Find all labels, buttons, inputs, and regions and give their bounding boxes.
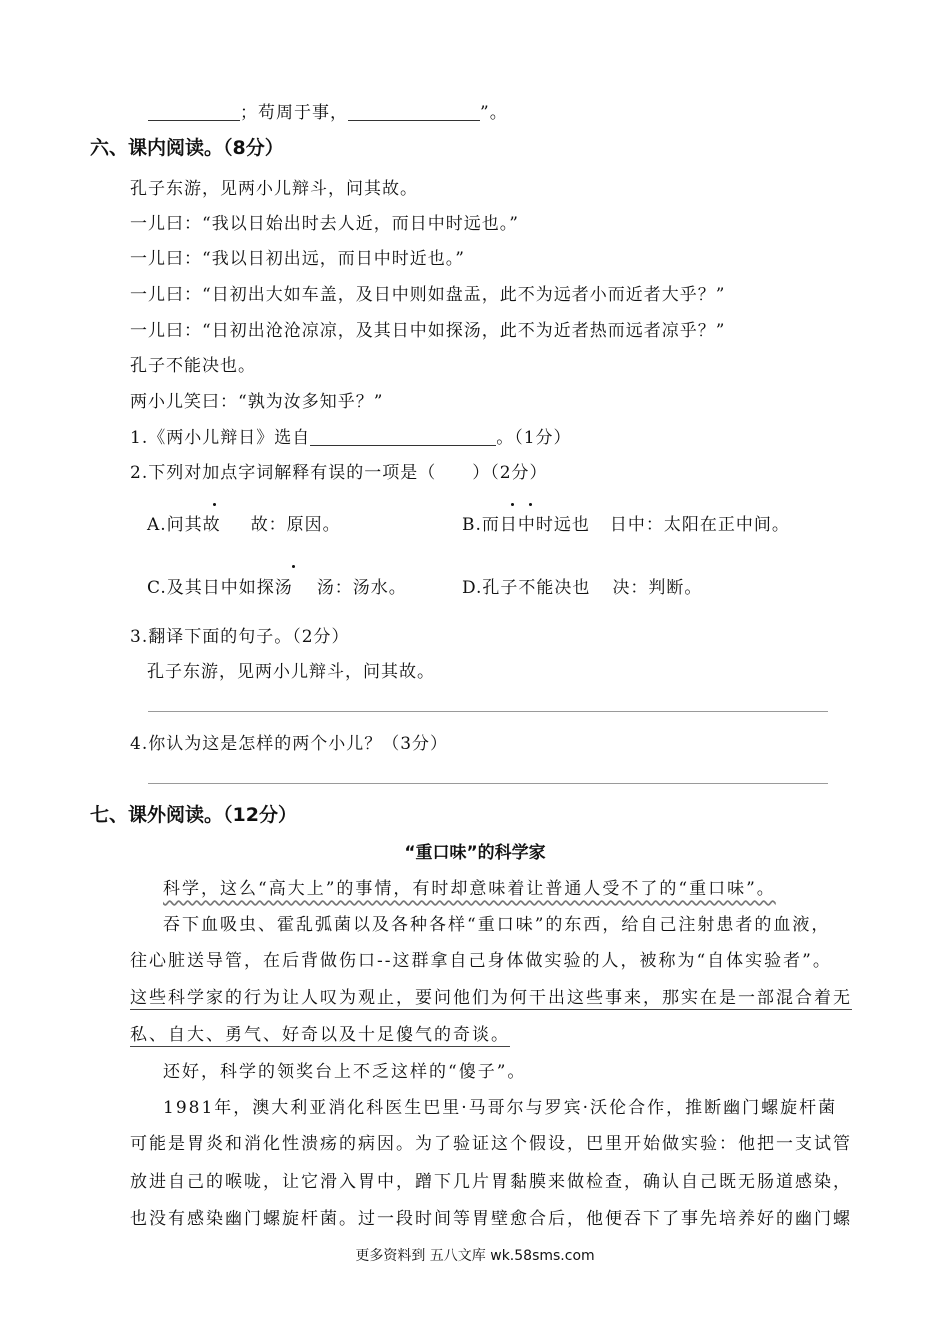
- question-2: 2.下列对加点字词解释有误的一项是（ ）（2分）: [130, 463, 548, 483]
- article-line: 放进自己的喉咙，让它滑入胃中，蹭下几片胃黏膜来做检查，确认自己既无肠道感染，: [130, 1172, 852, 1192]
- footer-link[interactable]: 更多资料到 五八文库 wk.58sms.com: [355, 1248, 595, 1264]
- fill-blank[interactable]: [148, 102, 240, 121]
- article-line: [130, 983, 852, 1008]
- article-line: 往心脏送导管，在后背做伤口--这群拿自己身体做实验的人，被称为“自体实验者”。: [130, 951, 832, 971]
- answer-line[interactable]: [148, 711, 828, 712]
- passage-line: 一儿曰：“日初出沧沧凉凉，及其日中如探汤，此不为近者热而远者凉乎？”: [130, 321, 726, 341]
- passage-line: 孔子东游，见两小儿辩斗，问其故。: [130, 179, 418, 199]
- question-1: 1.《两小儿辩日》选自 。（1分）: [130, 428, 572, 448]
- underlined-sentence: 私、自大、勇气、好奇以及十足傻气的奇谈。: [130, 1025, 510, 1045]
- passage-line: 一儿曰：“我以日初出远，而日中时近也。”: [130, 249, 465, 269]
- section6-heading: 六、课内阅读。（8分）: [90, 137, 284, 159]
- emphasis-dot: [213, 503, 216, 506]
- wavy-underlined-sentence: 科学，这么“高大上”的事情，有时却意味着让普通人受不了的“重口味”。: [163, 879, 776, 899]
- passage-line: 一儿曰：“我以日始出时去人近，而日中时远也。”: [130, 214, 519, 234]
- answer-blank[interactable]: [310, 427, 496, 446]
- fill-blank[interactable]: [348, 102, 480, 121]
- section7-heading: 七、课外阅读。（12分）: [90, 804, 297, 826]
- article-title: “重口味”的科学家: [404, 843, 546, 863]
- article-line: 也没有感染幽门螺旋杆菌。过一段时间等胃壁愈合后，他便吞下了事先培养好的幽门螺: [130, 1209, 852, 1229]
- article-line: 吞下血吸虫、霍乱弧菌以及各种各样“重口味”的东西，给自己注射患者的血液，: [163, 915, 831, 935]
- article-line: 可能是胃炎和消化性溃疡的病因。为了验证这个假设，巴里开始做实验：他把一支试管: [130, 1134, 852, 1154]
- answer-line[interactable]: [148, 783, 828, 784]
- option-c[interactable]: C.及其日中如探汤 汤：汤水。: [147, 578, 407, 598]
- article-line: [130, 1020, 510, 1045]
- question-3: 3.翻译下面的句子。（2分）: [130, 627, 350, 647]
- article-line: 1981年，澳大利亚消化科医生巴里·马哥尔与罗宾·沃伦合作，推断幽门螺旋杆菌: [163, 1098, 838, 1118]
- question-4: 4.你认为这是怎样的两个小儿？（3分）: [130, 734, 449, 754]
- top-fill-line: ；苟周于事， ”。: [148, 98, 508, 123]
- underlined-sentence: 这些科学家的行为让人叹为观止，要问他们为何干出这些事来，那实在是一部混合着无: [130, 988, 852, 1008]
- article-line: [163, 874, 776, 899]
- passage-line: 两小儿笑曰：“孰为汝多知乎？”: [130, 392, 384, 412]
- passage-line: 一儿曰：“日初出大如车盖，及日中则如盘盂，此不为远者小而近者大乎？”: [130, 285, 726, 305]
- emphasis-dot: [292, 565, 295, 568]
- option-b[interactable]: B.而日中时远也 日中：太阳在正中间。: [462, 515, 790, 535]
- question-3-sentence: 孔子东游，见两小儿辩斗，问其故。: [147, 662, 435, 682]
- passage-line: 孔子不能决也。: [130, 356, 256, 376]
- option-d[interactable]: D.孔子不能决也 决：判断。: [462, 578, 703, 598]
- article-line: 还好，科学的领奖台上不乏这样的“傻子”。: [163, 1062, 527, 1082]
- emphasis-dot: [511, 503, 514, 506]
- emphasis-dot: [529, 503, 532, 506]
- option-a[interactable]: A.问其故 故：原因。: [147, 515, 341, 535]
